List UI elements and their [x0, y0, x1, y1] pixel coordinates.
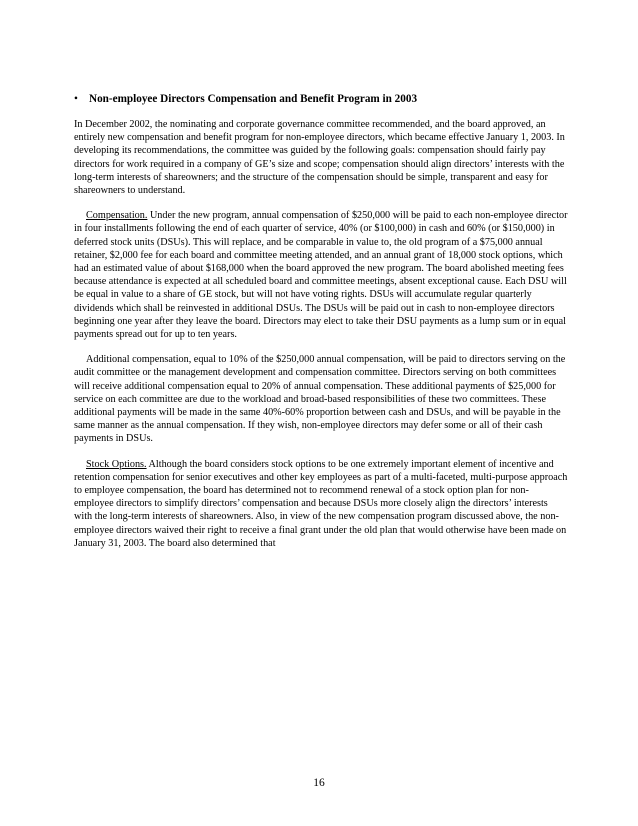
compensation-subheading: Compensation. — [86, 210, 148, 222]
compensation-paragraph-text: Under the new program, annual compensation of $250,000 will be paid to each non-employee director in four installments following the end of each quarter of service, 40% (or $100,000) in cash and 60% (or $150,000) in deferred stock units (DSUs). This will replace, and be comparable in value to, the old program of a $75,000 annual retainer, $2,000 fee for each board and committee meeting attended, and an annual grant of 18,000 stock options, which had an estimated value of about $168,000 when the board approved the new program. The board abolished meeting fees because attendance is expected at all scheduled board and committee meetings, absent exceptional cause. Each DSU will be equal in value to a share of GE stock, but will not have voting rights. DSUs will accumulate regular quarterly dividends which shall be reinvested in additional DSUs. The DSUs will be paid out in cash to non-employee directors beginning one year after they leave the board. Directors may elect to take their DSU payments as a lump sum or in equal payments spread out for up to ten years. — [74, 210, 568, 341]
bullet-glyph: • — [74, 93, 78, 105]
stock-options-subheading: Stock Options. — [86, 458, 147, 470]
section-heading-text: Non-employee Directors Compensation and Benefit Program in 2003 — [89, 93, 418, 105]
page-number: 16 — [313, 777, 325, 789]
compensation-paragraph — [74, 209, 568, 341]
stock-options-paragraph — [74, 458, 568, 550]
intro-paragraph: In December 2002, the nominating and corporate governance committee recommended, and the board approved, an entirely new compensation and benefit program for non-employee directors, which became effective January 1, 2003. In developing its recommendations, the committee was guided by the following goals: compensation should fairly pay directors for work required in a company of GE’s size and scope; compensation should align directors’ interests with the long-term interests of shareowners; and the structure of the compensation should be simple, transparent and easy for shareowners to understand. — [74, 119, 565, 197]
additional-compensation-paragraph: Additional compensation, equal to 10% of the $250,000 annual compensation, will be paid to directors serving on the audit committee or the management development and compensation committee. Directors serving on both committees will receive additional compensation equal to 20% of annual compensation. These additional payments of $25,000 for service on each committee are due to the workload and broad-based responsibilities of these two committees. These additional payments will be made in the same 40%-60% proportion between cash and DSUs, and will be payable in the same manner as the annual compensation. If they wish, non-employee directors may defer some or all of their cash payments in DSUs. — [74, 354, 566, 445]
section-heading — [74, 92, 568, 106]
document-page — [74, 92, 568, 562]
stock-options-paragraph-text: Although the board considers stock options to be one extremely important element of incentive and retention compensation for senior executives and other key employees as part of a multi-faceted, multi-purpose approach to employee compensation, the board has determined not to recommend renewal of a stock option plan for non-employee directors to simplify directors’ compensation and because DSUs more closely align the directors’ interests with the long-term interests of shareowners. Also, in view of the new compensation program discussed above, the non-employee directors waived their right to receive a final grant under the old plan that would otherwise have been made on January 31, 2003. The board also determined that — [74, 458, 568, 549]
